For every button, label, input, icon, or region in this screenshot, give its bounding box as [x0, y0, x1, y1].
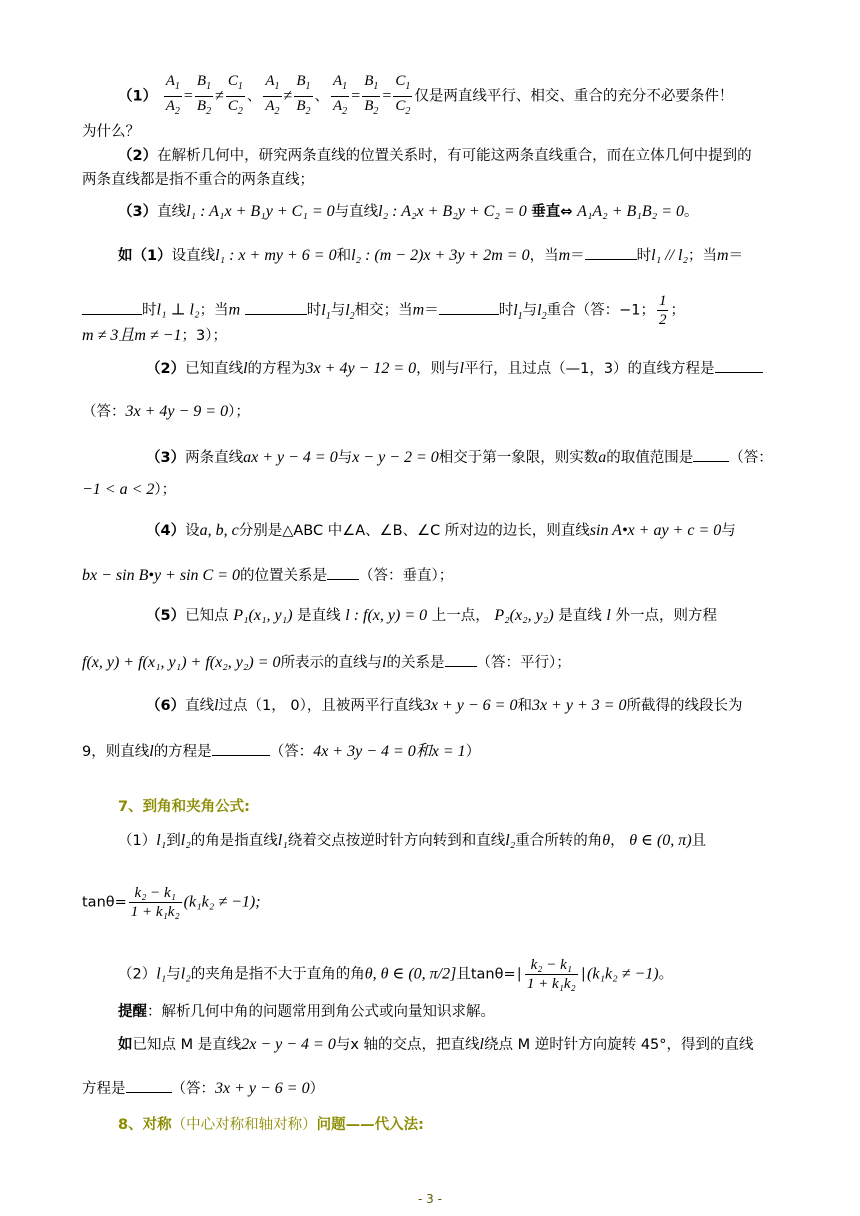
answer-blank[interactable] [82, 300, 142, 315]
section-7-example-line-2: 方程是 （答：3x + y − 6 = 0） [82, 1080, 325, 1097]
section-7-formula-1: tanθ= $\frac{\text{k₂ − k₁}}{\text{1 + k₁k₂}}$ (k₁k₂ ≠ −1); [82, 885, 261, 920]
page-number: - 3 - [418, 1192, 442, 1206]
note-3-line: （3）直线l₁ : A₁x + B₁y + C₁ = 0与直线l₂ : A₂x + B₂y + C₂ = 0 垂直⇔ A₁A₂ + B₁B₂ = 0。 [118, 203, 699, 220]
fraction: $\frac{B_1}{B_2}$ [196, 73, 212, 117]
fraction: $\frac{A_1}{A_2}$ [333, 73, 348, 117]
example-5-line-2: f(x, y) + f(x₁, y₁) + f(x₂, y₂) = 0所表示的直线与l的关系是 （答：平行）； [82, 654, 571, 671]
example-4-line-2: bx − sin B•y + sin C = 0的位置关系是 （答：垂直）； [82, 567, 454, 584]
answer-blank[interactable] [245, 300, 307, 315]
section-7-tip: 提醒：解析几何中角的问题常用到角公式或向量知识求解。 [118, 1004, 495, 1020]
section-8-heading: 8、对称（中心对称和轴对称）问题——代入法: [118, 1117, 424, 1133]
fraction: $\frac{A_1}{A_2}$ [165, 73, 180, 117]
answer-blank[interactable] [445, 652, 477, 667]
fraction-tan: $\frac{\text{k₂ − k₁}}{\text{1 + k₁k₂}}$ [130, 885, 180, 920]
fraction: $\frac{B_1}{B_2}$ [364, 73, 379, 117]
section-7-heading: 7、到角和夹角公式: [118, 799, 250, 815]
section-7-def-2: （2）l₁与l₂的夹角是指不大于直角的角θ, θ ∈ (0, π/2]且tanθ=∣ $\frac{\text{k₂ − k₁}}{\text{1 + k₁k₂}}$ ∣(k₁k₂ ≠ −1)。 [118, 957, 674, 992]
fraction-tan: $\frac{\text{k₂ − k₁}}{\text{1 + k₁k₂}}$ [526, 957, 576, 992]
note-1-cont: 为什么？ [82, 124, 140, 140]
example-1-line-1: 如（1）设直线l₁ : x + my + 6 = 0和l₂ : (m − 2)x + 3y + 2m = 0，当m＝ 时l₁ // l₂；当m＝ [118, 247, 744, 264]
answer-blank[interactable] [126, 1078, 172, 1093]
example-2-answer: （答：3x + 4y − 9 = 0）； [82, 403, 250, 420]
note-2-line: （2）在解析几何中，研究两条直线的位置关系时，有可能这两条直线重合，而在立体几何中提到的 [118, 148, 752, 164]
answer-blank[interactable] [327, 565, 359, 580]
example-4-line-1: （4）设a, b, c分别是△ABC 中∠A、∠B、∠C 所对边的边长，则直线sin A•x + ay + c = 0与 [146, 522, 736, 539]
example-3-line-1: （3）两条直线ax + y − 4 = 0与x − y − 2 = 0相交于第一象限，则实数a的取值范围是 （答： [146, 449, 773, 466]
fraction: $\frac{B_1}{B_2}$ [296, 73, 311, 117]
example-3-answer: −1 < a < 2）； [82, 481, 177, 498]
fraction-half: $\frac{1}{2}$ [658, 293, 667, 328]
answer-blank[interactable] [439, 300, 499, 315]
example-1-line-2: 时l₁ ⊥ l₂；当m 时$l_1$与$l_2$相交；当m＝ 时$l_1$与$l_2$重合（答：−1； $\frac{1}{2}$ ； [82, 292, 685, 329]
section-7-def-1: （1）l₁到l₂的角是指直线l₁绕着交点按逆时针方向转到和直线l₂重合所转的角θ， θ ∈ (0, π)且 [118, 832, 707, 849]
note-1-line: （1） $\frac{A_1}{A_2}$ = $\frac{B_1}{B_2}$ ≠ $\frac{C_1}{C_2}$ 、 $\frac{A_1}{A_2}$ ≠ $\frac{B_1}{B_2}$ 、 $\frac{A_1}{A_2}$ = $\frac{B_1}{B_2}$ = $\frac{C_1}{C_2}$ 仅是两直线平行、相交、重合的充分不必要条件！ [118, 72, 733, 121]
example-6-line-2: 9，则直线l的方程是 （答：4x + 3y − 4 = 0和x = 1） [82, 743, 481, 760]
example-1-line-3: m ≠ 3且m ≠ −1；3）； [82, 327, 227, 344]
example-2-line-1: （2）已知直线l的方程为3x + 4y − 12 = 0，则与l平行，且过点（—1，3）的直线方程是 [146, 358, 763, 379]
note-2-cont: 两条直线都是指不重合的两条直线； [82, 172, 314, 188]
answer-blank[interactable] [715, 358, 763, 373]
example-6-line-1: （6）直线l过点（1， 0），且被两平行直线3x + y − 6 = 0和3x + y + 3 = 0所截得的线段长为 [146, 697, 743, 714]
section-7-example-line-1: 如已知点 M 是直线2x − y − 4 = 0与x 轴的交点，把直线l绕点 M 逆时针方向旋转 45°，得到的直线 [118, 1036, 754, 1053]
fraction: $\frac{C_1}{C_2}$ [395, 73, 411, 117]
answer-blank[interactable] [693, 447, 729, 462]
answer-blank[interactable] [585, 245, 637, 260]
fraction: $\frac{A_1}{A_2}$ [265, 73, 280, 117]
answer-blank[interactable] [212, 741, 270, 756]
fraction: $\frac{C_1}{C_2}$ [227, 73, 243, 117]
example-5-line-1: （5）已知点 P₁(x₁, y₁) 是直线 l : f(x, y) = 0 上一点， P₂(x₂, y₂) 是直线 l 外一点，则方程 [146, 607, 717, 624]
